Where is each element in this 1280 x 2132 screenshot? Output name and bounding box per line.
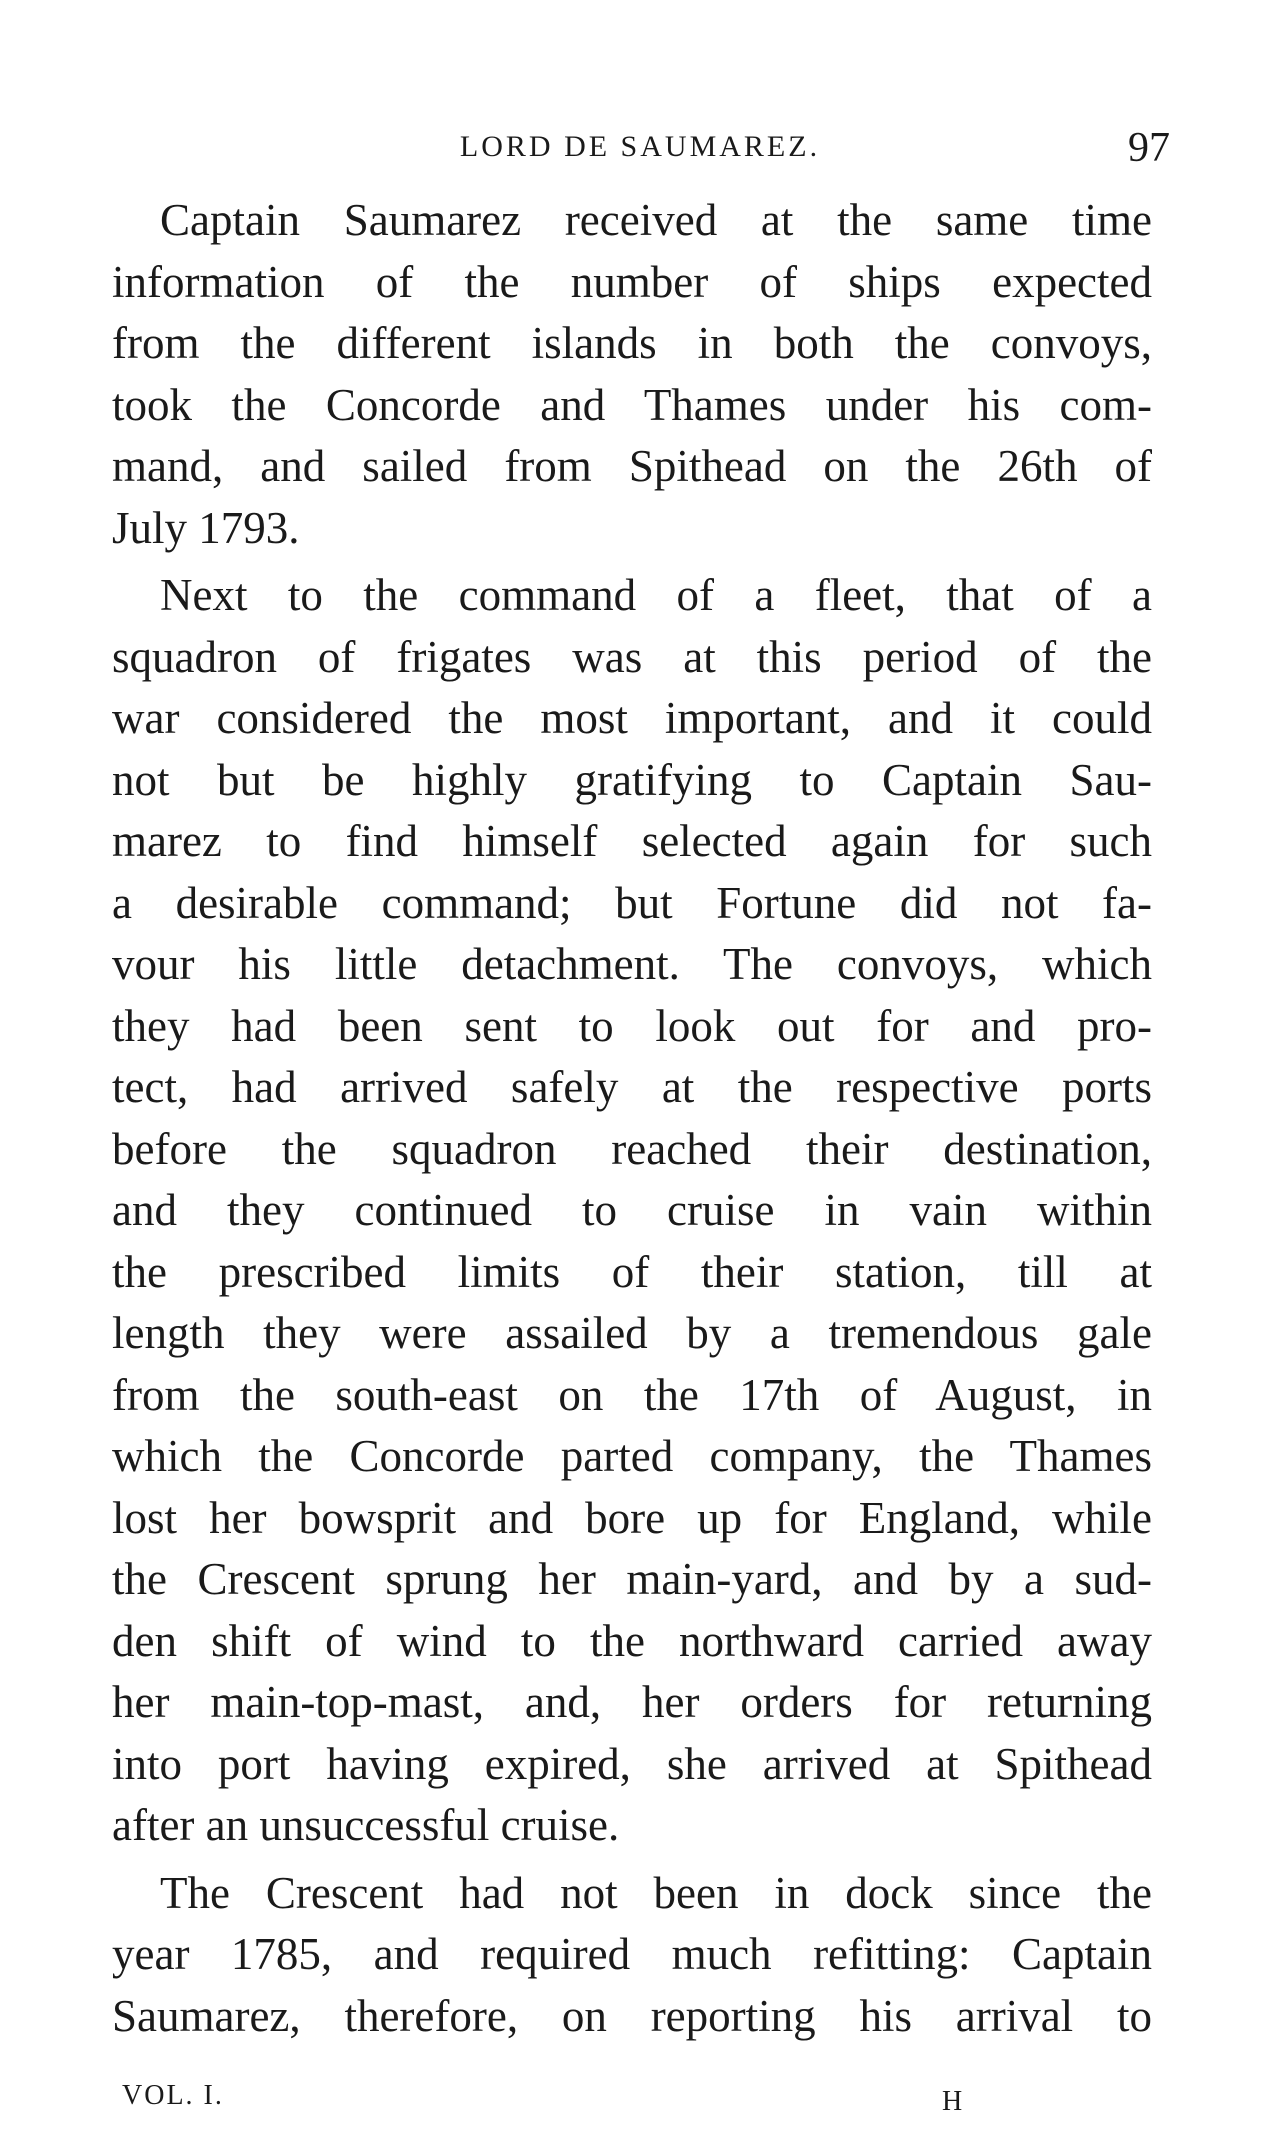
text-line: took the Concorde and Thames under his com-: [112, 379, 1152, 430]
text-line: her main-top-mast, and, her orders for returning: [112, 1677, 1152, 1727]
text-line: war considered the most important, and it could: [112, 693, 1152, 743]
text-line: they had been sent to look out for and pro-: [112, 1000, 1152, 1051]
paragraph-1: [112, 190, 1152, 559]
text-line: Next to the command of a fleet, that of a: [160, 570, 1152, 620]
text-line: year 1785, and required much refitting: Captain: [112, 1929, 1152, 1979]
text-line: The Crescent had not been in dock since the: [160, 1867, 1152, 1918]
text-line: not but be highly gratifying to Captain Sau-: [112, 754, 1152, 805]
running-header: [110, 124, 1170, 184]
text-line: a desirable command; but Fortune did not fa-: [112, 877, 1152, 928]
text-line: den shift of wind to the northward carried away: [112, 1615, 1152, 1666]
body-text: [112, 190, 1152, 2047]
text-line: marez to find himself selected again for such: [112, 816, 1152, 866]
text-line: after an unsuccessful cruise.: [112, 1800, 620, 1850]
text-line: before the squadron reached their destination,: [112, 1123, 1152, 1174]
text-line: vour his little detachment. The convoys, which: [112, 939, 1152, 989]
text-line: the prescribed limits of their station, till at: [112, 1246, 1152, 1297]
text-line: Saumarez, therefore, on reporting his arrival to: [112, 1990, 1152, 2041]
text-line: from the south-east on the 17th of August, in: [112, 1369, 1152, 1420]
text-line: the Crescent sprung her main-yard, and by a sud-: [112, 1554, 1152, 1604]
text-line: information of the number of ships expected: [112, 256, 1152, 307]
text-line: July 1793.: [112, 502, 300, 553]
text-line: mand, and sailed from Spithead on the 26th of: [112, 441, 1152, 491]
volume-label: VOL. I.: [122, 2080, 224, 2111]
text-line: tect, had arrived safely at the respective ports: [112, 1062, 1152, 1112]
page-number: 97: [1128, 125, 1170, 171]
signature-mark: H: [942, 2086, 965, 2117]
paragraph-2: [112, 565, 1152, 1857]
text-line: Captain Saumarez received at the same time: [160, 195, 1152, 245]
paragraph-3: [112, 1863, 1152, 2048]
text-line: squadron of frigates was at this period of the: [112, 631, 1152, 682]
text-line: into port having expired, she arrived at Spithead: [112, 1738, 1152, 1789]
text-line: from the different islands in both the convoys,: [112, 318, 1152, 368]
text-line: and they continued to cruise in vain within: [112, 1185, 1152, 1235]
text-line: which the Concorde parted company, the Thames: [112, 1431, 1152, 1481]
running-title: LORD DE SAUMAREZ.: [459, 130, 821, 163]
text-line: length they were assailed by a tremendous gale: [112, 1308, 1152, 1358]
page-footer: [122, 2080, 1158, 2120]
text-line: lost her bowsprit and bore up for England, while: [112, 1492, 1152, 1543]
